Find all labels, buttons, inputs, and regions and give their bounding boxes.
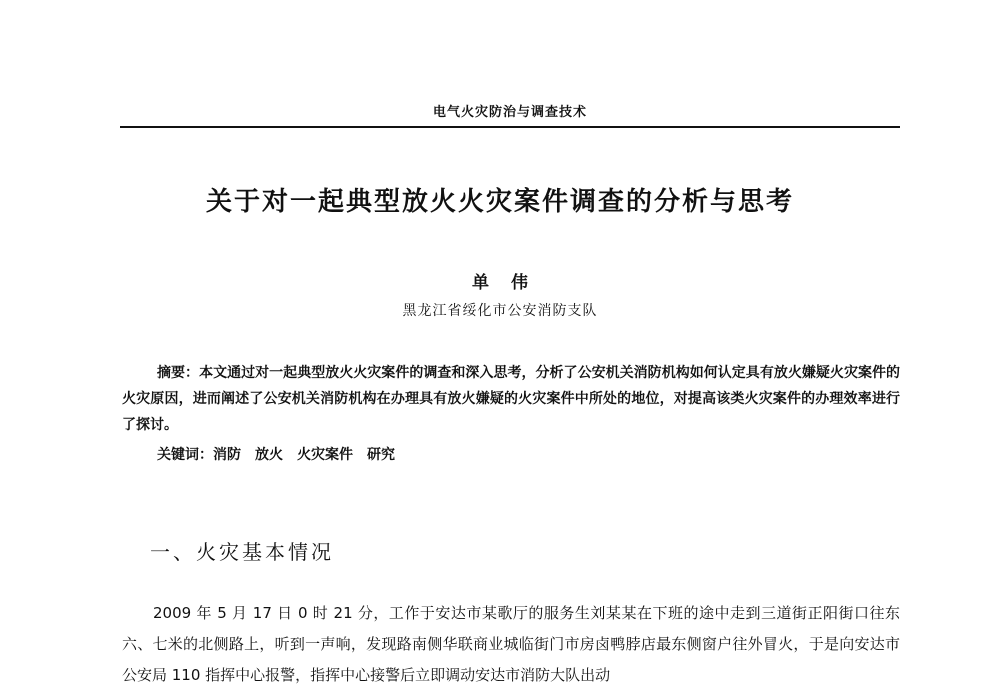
keywords	[157, 442, 409, 468]
abstract-label: 摘要：	[157, 365, 200, 381]
abstract-text: 本文通过对一起典型放火火灾案件的调查和深入思考，分析了公安机关消防机构如何认定具有放火嫌疑火灾案件的火灾原因，进而阐述了公安机关消防机构在办理具有放火嫌疑的火灾案件中所处的地位，对提高该类火灾案件的办理效率进行了探讨。	[122, 365, 901, 433]
keyword: 放火	[255, 447, 283, 463]
paper-title: 关于对一起典型放火火灾案件调查的分析与思考	[205, 187, 794, 217]
keyword: 研究	[367, 447, 395, 463]
author-name: 单伟	[472, 273, 550, 293]
header-rule	[120, 126, 900, 128]
running-head: 电气火灾防治与调查技术	[432, 105, 587, 120]
keyword: 消防	[213, 447, 241, 463]
author-affiliation: 黑龙江省绥化市公安消防支队	[402, 303, 598, 319]
abstract	[122, 360, 900, 438]
body-paragraph: 2009 年 5 月 17 日 0 时 21 分，工作于安达市某歌厅的服务生刘某某在下班的途中走到三道街正阳街口往东六、七米的北侧路上，听到一声响，发现路南侧华联商业城临街门市房卤鸭脖店最东侧窗户往外冒火，于是向安达市公安局 110 指挥中心报警，指挥中心接警后立即调动安达市消防大队出动	[122, 604, 900, 684]
section-heading: 一、火灾基本情况	[150, 540, 334, 564]
keyword: 火灾案件	[297, 447, 353, 463]
keywords-label: 关键词：	[157, 447, 213, 463]
